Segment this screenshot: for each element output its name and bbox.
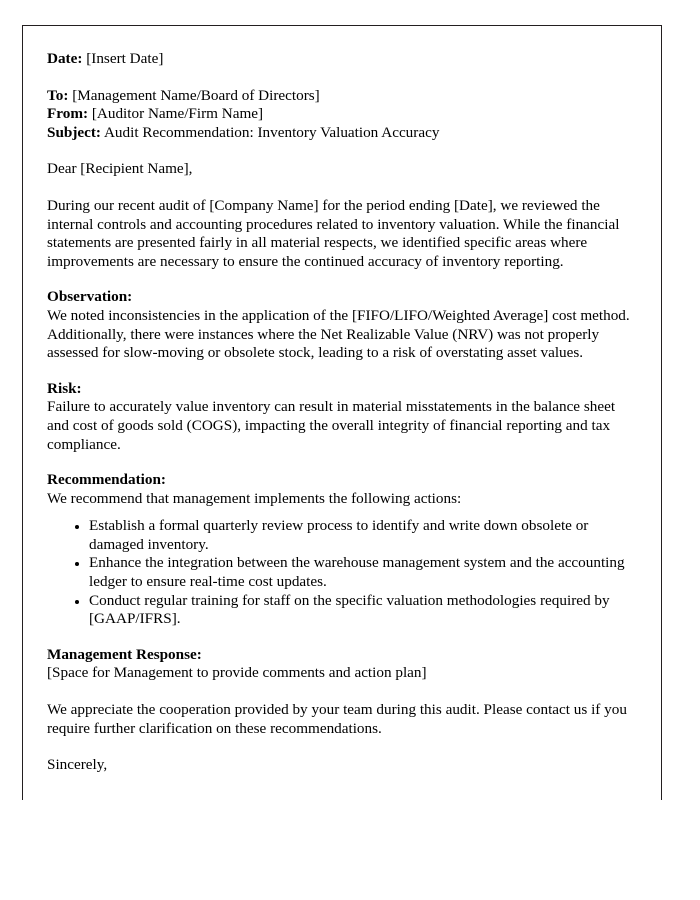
date-label: Date:	[47, 50, 83, 67]
closing-paragraph: We appreciate the cooperation provided by your team during this audit. Please contact us if you require further clarification on these recommendations.	[47, 701, 627, 737]
date-value: [Insert Date]	[86, 50, 164, 67]
risk-heading: Risk:	[47, 379, 82, 397]
from-line	[47, 105, 637, 124]
to-value: [Management Name/Board of Directors]	[72, 86, 320, 104]
list-item: • Enhance the integration between the warehouse management system and the accounting ledger to ensure real-time cost updates.	[89, 554, 637, 591]
spacer	[47, 508, 637, 517]
subject-line	[47, 124, 637, 143]
spacer	[47, 629, 637, 646]
observation-body: We noted inconsistencies in the application of the [FIFO/LIFO/Weighted Average] cost method. Additionally, there were instances where the Net Realizable Value (NRV) was not properly assessed for slow-moving or obsolete stock, leading to a risk of overstating asset values.	[47, 306, 630, 362]
intro-paragraph: During our recent audit of [Company Name] for the period ending [Date], we reviewed the internal controls and accounting procedures related to inventory valuation. While the financial statements are presented fairly in all material respects, we identified specific areas where improvements are necessary to ensure the continued accuracy of inventory reporting.	[47, 196, 620, 270]
spacer	[47, 179, 637, 197]
management-response-heading: Management Response:	[47, 645, 202, 663]
subject-label: Subject:	[47, 123, 101, 141]
to-line	[47, 87, 637, 106]
risk-body: Failure to accurately value inventory can result in material misstatements in the balance sheet and cost of goods sold (COGS), impacting the overall integrity of financial reporting and tax compliance.	[47, 398, 616, 453]
spacer	[47, 142, 637, 160]
spacer	[47, 69, 637, 87]
spacer	[47, 738, 637, 756]
subject-value: Audit Recommendation: Inventory Valuation Accuracy	[103, 123, 440, 141]
salutation: Dear [Recipient Name],	[47, 160, 193, 178]
recommendation-heading: Recommendation:	[47, 471, 166, 489]
from-label: From:	[47, 105, 89, 123]
from-value: [Auditor Name/Firm Name]	[91, 105, 264, 123]
signoff: Sincerely,	[47, 756, 108, 774]
observation-heading: Observation:	[47, 288, 133, 306]
spacer	[47, 363, 637, 380]
date-line	[47, 50, 637, 69]
spacer	[47, 271, 637, 288]
spacer	[47, 454, 637, 471]
spacer	[47, 683, 637, 701]
recommendation-intro: We recommend that management implements the following actions:	[47, 489, 462, 507]
to-label: To:	[47, 86, 69, 104]
list-item: • Establish a formal quarterly review process to identify and write down obsolete or damaged inventory.	[89, 517, 637, 554]
letter-body	[47, 50, 637, 775]
management-response-body: [Space for Management to provide comments and action plan]	[47, 664, 427, 682]
list-item: • Conduct regular training for staff on the specific valuation methodologies required by [GAAP/IFRS].	[89, 592, 637, 629]
recommendation-list	[47, 517, 637, 629]
letter-frame-border	[22, 25, 662, 800]
